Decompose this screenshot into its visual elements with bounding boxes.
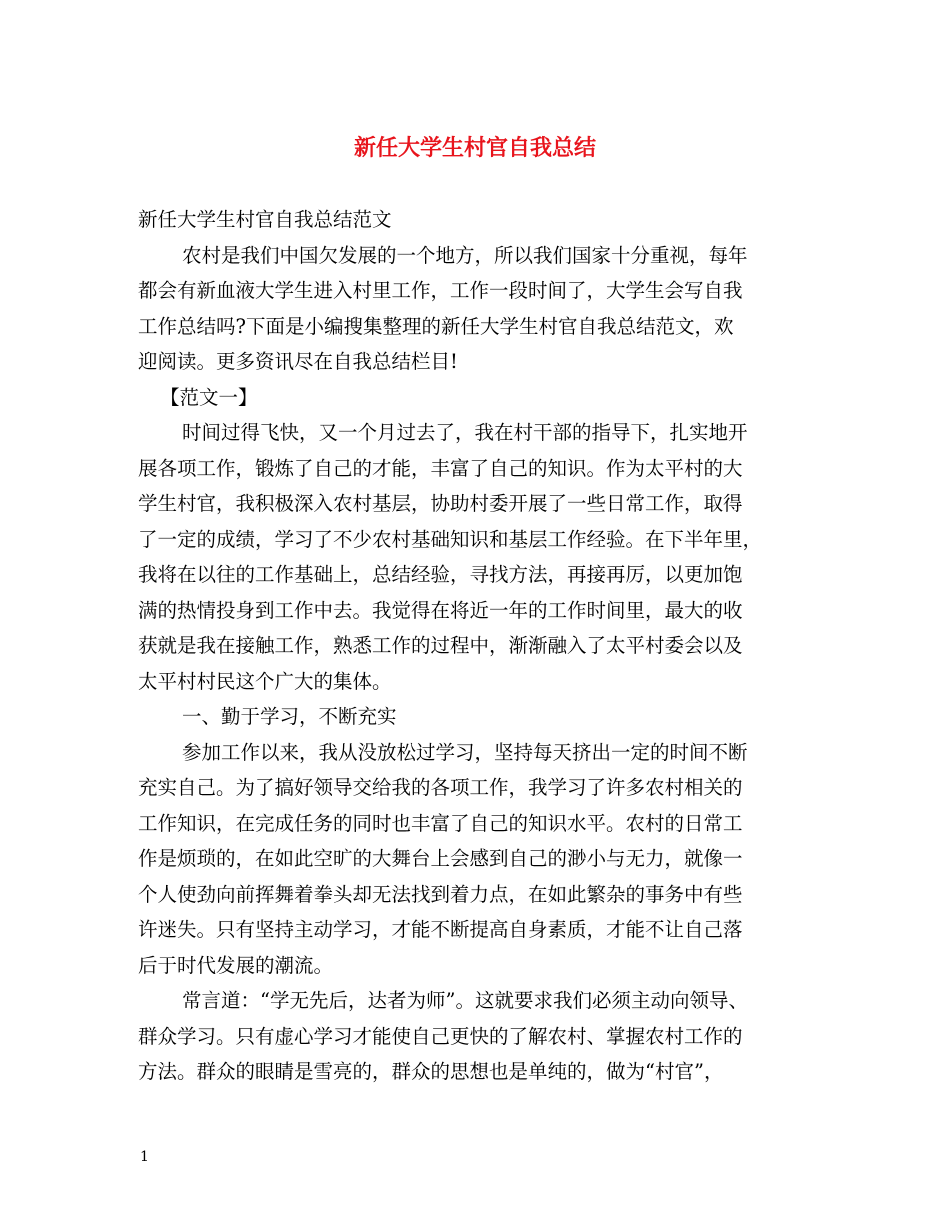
text-line: 学生村官，我积极深入农村基层，协助村委开展了一些日常工作，取得: [138, 492, 743, 515]
text-line: 了一定的成绩，学习了不少农村基础知识和基层工作经验。在下半年里，: [138, 527, 763, 551]
text-line: 充实自己。为了搞好领导交给我的各项工作，我学习了许多农村相关的: [138, 776, 743, 799]
text-line: 农村是我们中国欠发展的一个地方，所以我们国家十分重视，每年: [182, 243, 748, 267]
text-line: 常言道：“学无先后，达者为师”。这就要求我们必须主动向领导、: [182, 989, 748, 1012]
text-line: 都会有新血液大学生进入村里工作，工作一段时间了，大学生会写自我: [138, 279, 743, 302]
text-line: 方法。群众的眼睛是雪亮的，群众的思想也是单纯的，做为“村官”，: [138, 1060, 724, 1083]
section-heading-fanwen-one: [138, 380, 818, 416]
document-body: [138, 202, 818, 1090]
text-line: 工作总结吗?下面是小编搜集整理的新任大学生村官自我总结范文，欢: [138, 314, 734, 338]
text-line: 个人使劲向前挥舞着拳头却无法找到着力点，在如此繁杂的事务中有些: [138, 882, 743, 906]
text-line: 我将在以往的工作基础上，总结经验，寻找方法，再接再厉，以更加饱: [138, 563, 743, 586]
text-line: 展各项工作，锻炼了自己的才能，丰富了自己的知识。作为太平村的大: [138, 456, 743, 480]
paragraph-two: [138, 735, 818, 984]
text-line: 满的热情投身到工作中去。我觉得在将近一年的工作时间里，最大的收: [138, 598, 743, 622]
text-line: 迎阅读。更多资讯尽在自我总结栏目!: [138, 350, 458, 373]
paragraph-one: [138, 415, 818, 699]
text-line: 时间过得飞快，又一个月过去了，我在村干部的指导下，扎实地开: [182, 421, 748, 444]
page-number: 1: [140, 1149, 149, 1165]
paragraph-three: [138, 983, 818, 1090]
section-heading-one: [138, 699, 818, 735]
text-line: 太平村村民这个广大的集体。: [138, 669, 392, 693]
text-line: 新任大学生村官自我总结范文: [138, 208, 392, 231]
text-line: 获就是我在接触工作，熟悉工作的过程中，渐渐融入了太平村委会以及: [138, 634, 743, 657]
text-line: 工作知识，在完成任务的同时也丰富了自己的知识水平。农村的日常工: [138, 811, 743, 835]
text-line: 群众学习。只有虚心学习才能使自己更快的了解农村、掌握农村工作的: [138, 1024, 743, 1048]
text-line: 【范文一】: [160, 385, 258, 409]
text-line: 作是烦琐的，在如此空旷的大舞台上会感到自己的渺小与无力，就像一: [138, 847, 743, 870]
text-line: 许迷失。只有坚持主动学习，才能不断提高自身素质，才能不让自己落: [138, 918, 743, 941]
document-title: 新任大学生村官自我总结: [353, 135, 596, 161]
subtitle-paragraph: [138, 202, 818, 238]
intro-paragraph: [138, 238, 818, 380]
text-line: 后于时代发展的潮流。: [138, 953, 334, 977]
text-line: 参加工作以来，我从没放松过学习，坚持每天挤出一定的时间不断: [182, 740, 748, 764]
text-line: 一、勤于学习，不断充实: [182, 705, 397, 728]
